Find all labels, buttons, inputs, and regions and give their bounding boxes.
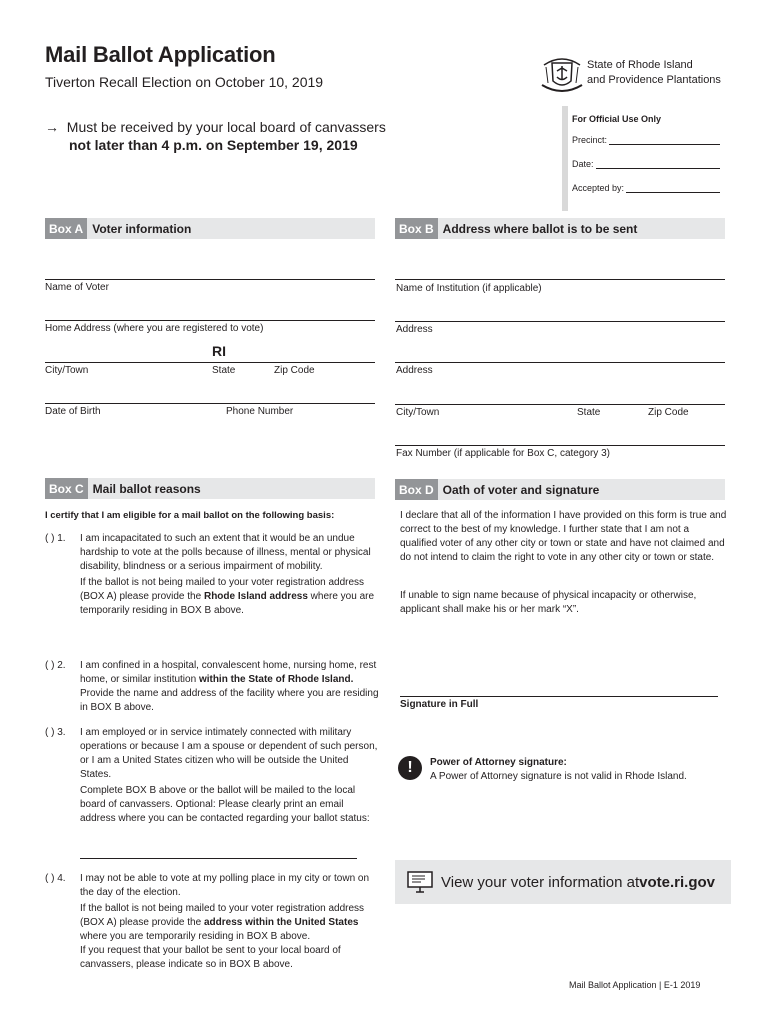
- box-d-header: Box D Oath of voter and signature: [395, 479, 725, 500]
- warning-icon: !: [398, 756, 422, 780]
- state-prefill: RI: [212, 343, 226, 359]
- page-subtitle: Tiverton Recall Election on October 10, 2019: [45, 74, 324, 90]
- box-b-header: Box B Address where ballot is to be sent: [395, 218, 725, 239]
- mail-city-state-zip-field[interactable]: [395, 404, 725, 405]
- box-a-header: Box A Voter information: [45, 218, 375, 239]
- email-field[interactable]: [80, 858, 357, 859]
- arrow-right-icon: →: [45, 119, 59, 135]
- voter-info-banner: View your voter information at vote.ri.gov: [395, 860, 731, 904]
- precinct-field[interactable]: [609, 135, 720, 145]
- home-address-field[interactable]: [45, 320, 375, 321]
- box-c-header: Box C Mail ballot reasons: [45, 478, 375, 499]
- reason-1-checkbox[interactable]: ( ) 1.: [45, 533, 66, 544]
- form-footer: Mail Ballot Application | E-1 2019: [569, 980, 701, 990]
- computer-monitor-icon: [407, 871, 433, 893]
- voter-name-field[interactable]: [45, 279, 375, 280]
- state-name: State of Rhode Island and Providence Plantations: [587, 59, 721, 86]
- reason-2-checkbox[interactable]: ( ) 2.: [45, 660, 66, 671]
- vote-ri-link[interactable]: vote.ri.gov: [639, 873, 716, 891]
- signature-field[interactable]: [400, 696, 718, 697]
- poa-notice: Power of Attorney signature: A Power of Attorney signature is not valid in Rhode Island.: [430, 757, 687, 782]
- fax-field[interactable]: [395, 445, 725, 446]
- reason-1[interactable]: ( ) 1. I am incapacitated to such an extent that it would be an undue hardship to vote at the polls because of illness, mental or physical disability, blindness or a serious impairment of mobility. If the ballot is not being mailed to your voter registration address (BOX A) please provide the Rhode Island address where you are temporarily residing in BOX B above.: [45, 533, 375, 616]
- page-title: Mail Ballot Application: [45, 42, 276, 67]
- accepted-by-field[interactable]: [626, 183, 720, 193]
- deadline-notice: → Must be received by your local board of canvassers not later than 4 p.m. on September 19, 2019: [45, 119, 386, 153]
- reason-2[interactable]: ( ) 2. I am confined in a hospital, convalescent home, nursing home, rest home, or similar institution within the State of Rhode Island. Provide the name and address of the facility where you are residing in BOX B above.: [45, 660, 379, 713]
- reason-4[interactable]: ( ) 4. I may not be able to vote at my polling place in my city or town on the day of the election. If the ballot is not being mailed to your voter registration address (BOX A) please provide the address within the United States where you are temporarily residing in BOX B above. If you request that your ballot be sent to your local board of canvassers, please indicate so in BOX B above.: [45, 873, 370, 970]
- dob-phone-field[interactable]: [45, 403, 375, 404]
- mail-address1-field[interactable]: [395, 321, 725, 322]
- reason-3[interactable]: ( ) 3. I am employed or in service intimately connected with military operations or because I am a spouse or dependent of such person, or I am a United States citizen who will be outside the United States. Complete BOX B above or the ballot will be mailed to the local board of canvassers. Optional: Please clearly print an email address where you can be contacted regarding your ballot status:: [45, 727, 378, 824]
- reason-4-checkbox[interactable]: ( ) 4.: [45, 873, 66, 884]
- state-seal-icon: [540, 53, 584, 95]
- voter-city-state-zip-field[interactable]: [45, 362, 375, 363]
- reason-3-checkbox[interactable]: ( ) 3.: [45, 727, 66, 738]
- official-date-field[interactable]: [596, 159, 720, 169]
- official-use-box: For Official Use Only Precinct: Date: Accepted by:: [562, 106, 726, 211]
- institution-field[interactable]: [395, 279, 725, 280]
- mail-address2-field[interactable]: [395, 362, 725, 363]
